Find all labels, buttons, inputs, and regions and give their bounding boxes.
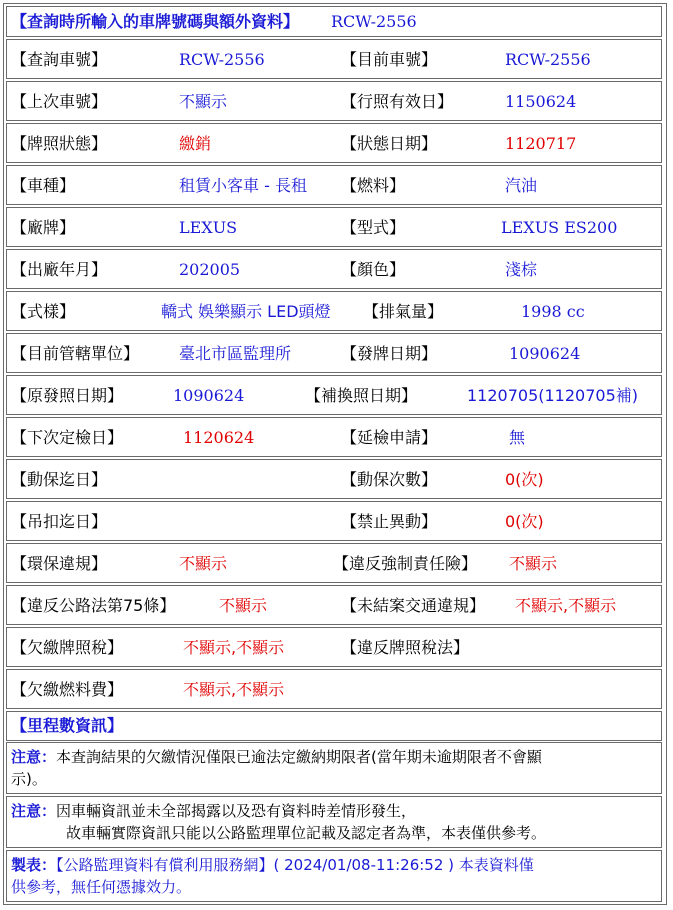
field-label: 【排氣量】: [363, 302, 444, 321]
table-row: [6, 627, 662, 667]
note-1-head: 注意：: [11, 748, 57, 766]
table-row: [6, 207, 662, 247]
note-3-head: 製表：: [11, 856, 57, 874]
field-label: 【欠繳牌照稅】: [11, 638, 124, 657]
note-2-line-1: 因車輛資訊並未全部揭露以及恐有資料時差情形發生，: [56, 802, 417, 820]
field-label: 【違反強制責任險】: [333, 554, 478, 573]
field-label: 【未結案交通違規】: [341, 596, 486, 615]
note-1-line-2: 示)。: [11, 770, 47, 788]
field-label: 【補換照日期】: [305, 386, 418, 405]
field-value: 不顯示,不顯示: [515, 596, 617, 615]
note-3-line-2: 供參考，無任何憑據效力。: [11, 878, 192, 896]
field-label: 【禁止異動】: [341, 512, 438, 531]
field-label: 【目前管轄單位】: [11, 344, 140, 363]
field-label: 【原發照日期】: [11, 386, 124, 405]
table-row: [6, 81, 662, 121]
field-value: RCW-2556: [179, 50, 265, 69]
field-label: 【吊扣迄日】: [11, 512, 108, 531]
field-value: 不顯示: [179, 554, 228, 573]
note-1-line-1: 本查詢結果的欠繳情況僅限已逾法定繳納期限者(當年期未逾期限者不會顯: [56, 748, 542, 766]
header-title: 【查詢時所輸入的車牌號碼與額外資料】: [11, 12, 300, 31]
table-row: [6, 459, 662, 499]
field-value: 1120705(1120705補): [467, 386, 639, 405]
table-row: [6, 417, 662, 457]
note-2-head: 注意：: [11, 802, 57, 820]
field-label: 【違反牌照稅法】: [341, 638, 470, 657]
field-label: 【動保迄日】: [11, 470, 108, 489]
field-label: 【環保違規】: [11, 554, 108, 573]
field-label: 【行照有效日】: [341, 92, 454, 111]
field-value: LEXUS ES200: [501, 218, 618, 237]
table-row: [6, 585, 662, 625]
table-row: [6, 669, 662, 709]
field-label: 【型式】: [341, 218, 406, 237]
field-value: 租賃小客車 - 長租: [179, 176, 307, 195]
field-value: 1120624: [183, 428, 255, 447]
table-row: [6, 291, 662, 331]
header-plate: RCW-2556: [331, 12, 417, 31]
field-value: 不顯示: [509, 554, 558, 573]
field-label: 【牌照狀態】: [11, 134, 108, 153]
field-value: 淺棕: [505, 260, 538, 279]
field-value: 1090624: [173, 386, 245, 405]
table-row: [6, 165, 662, 205]
field-label: 【目前車號】: [341, 50, 438, 69]
field-label: 【狀態日期】: [341, 134, 438, 153]
table-row: [6, 249, 662, 289]
field-value: 1998 cc: [521, 302, 585, 321]
table-row: [6, 39, 662, 79]
field-value: 無: [509, 428, 526, 447]
field-label: 【欠繳燃料費】: [11, 680, 124, 699]
table-row: [6, 543, 662, 583]
table-row: [6, 501, 662, 541]
header-row: [6, 6, 662, 37]
note-3-line-1: 【公路監理資料有償利用服務網】( 2024/01/08-11:26:52 ) 本表資料僅: [56, 856, 534, 874]
note-2-line-2: 故車輛實際資訊只能以公路監理單位記載及認定者為準，本表僅供參考。: [66, 824, 547, 842]
table-row: [6, 375, 662, 415]
field-value: LEXUS: [179, 218, 238, 237]
field-label: 【違反公路法第75條】: [11, 596, 176, 615]
field-value: 0(次): [505, 512, 544, 531]
table-row: [6, 123, 662, 163]
field-value: 不顯示: [179, 92, 228, 111]
field-value: 1120717: [505, 134, 577, 153]
field-value: 不顯示,不顯示: [183, 680, 285, 699]
field-label: 【燃料】: [341, 176, 406, 195]
note-1: [6, 742, 662, 794]
field-value: 轎式 娛樂顯示 LED頭燈: [161, 302, 331, 321]
field-label: 【出廠年月】: [11, 260, 108, 279]
field-label: 【上次車號】: [11, 92, 108, 111]
mileage-label: 【里程數資訊】: [11, 716, 124, 735]
field-value: 繳銷: [179, 134, 212, 153]
field-label: 【動保次數】: [341, 470, 438, 489]
field-value: 汽油: [505, 176, 538, 195]
field-value: 0(次): [505, 470, 544, 489]
note-3: [6, 850, 662, 902]
field-label: 【車種】: [11, 176, 76, 195]
field-label: 【式樣】: [11, 302, 76, 321]
field-value: 1150624: [505, 92, 577, 111]
field-label: 【顏色】: [341, 260, 406, 279]
field-value: 臺北市區監理所: [179, 344, 292, 363]
field-label: 【下次定檢日】: [11, 428, 124, 447]
note-2: [6, 796, 662, 848]
field-label: 【延檢申請】: [341, 428, 438, 447]
field-value: 202005: [179, 260, 241, 279]
field-value: 不顯示,不顯示: [183, 638, 285, 657]
field-value: RCW-2556: [505, 50, 591, 69]
field-label: 【發牌日期】: [341, 344, 438, 363]
field-value: 1090624: [509, 344, 581, 363]
field-label: 【查詢車號】: [11, 50, 108, 69]
mileage-row: [6, 711, 662, 741]
table-row: [6, 333, 662, 373]
field-value: 不顯示: [219, 596, 268, 615]
field-label: 【廠牌】: [11, 218, 76, 237]
